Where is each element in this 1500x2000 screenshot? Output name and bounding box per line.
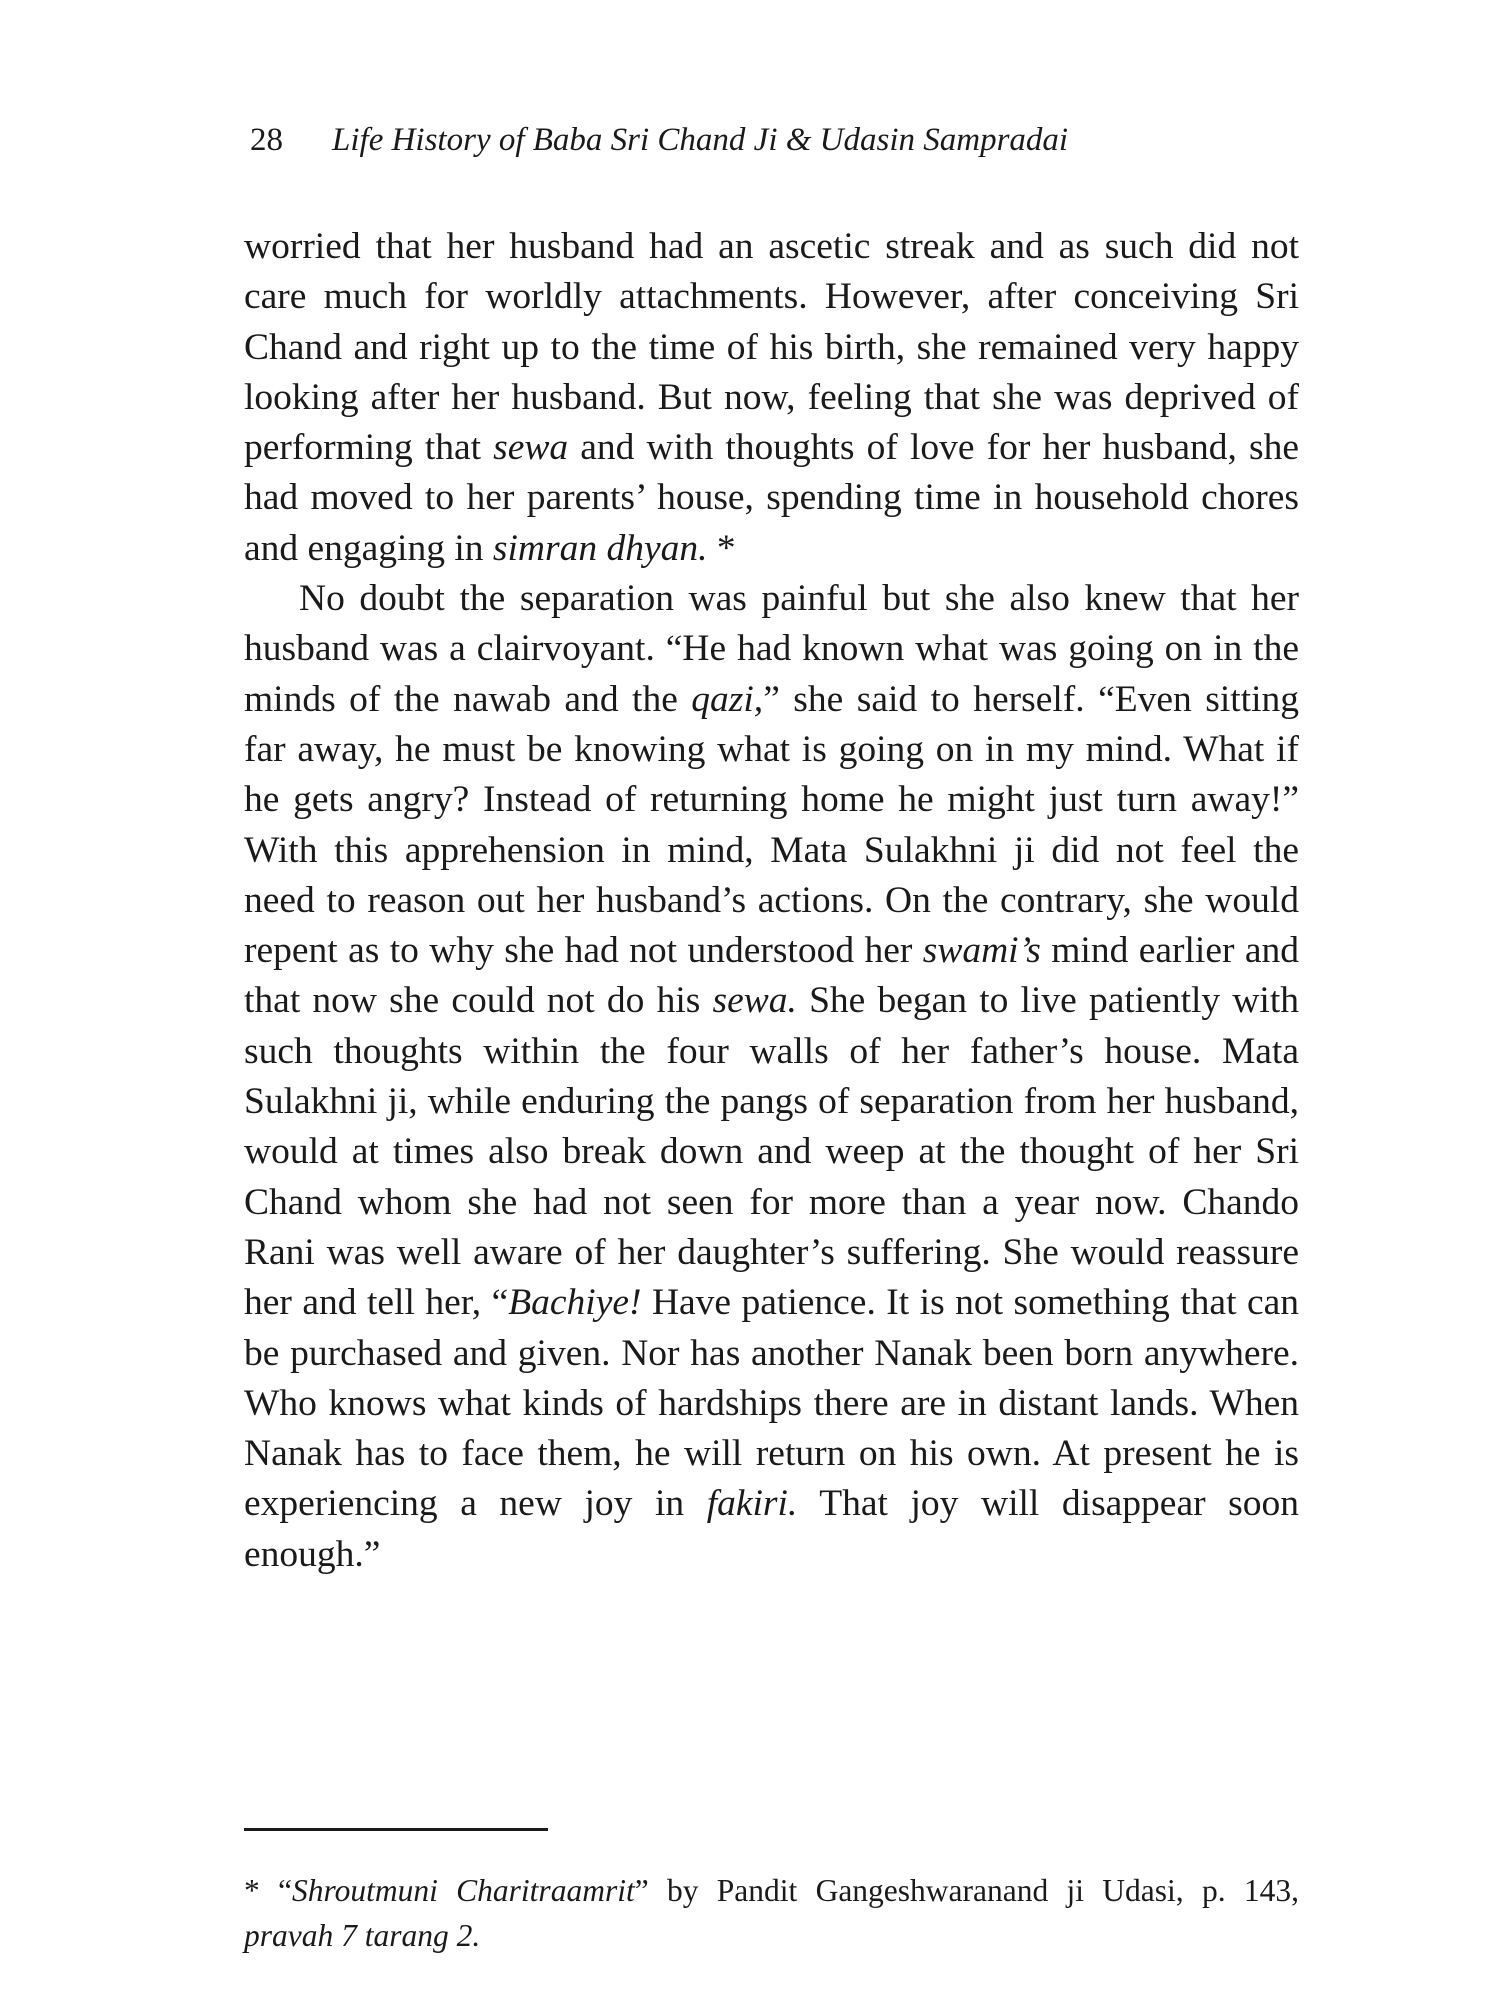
footnote-italic-2: pravah 7 tarang 2. — [244, 1918, 481, 1953]
footnote-marker: * — [707, 527, 736, 569]
paragraph-2-text-2: ” she said to herself. “Even sitting far away, he must be knowing what is going on in my mind. What if he gets angry? Instead of returning home he might just turn away!” With this apprehension in mind, Mata Sulakhni ji did not feel the need to reason out her husband’s actions. On the contrary, she would repent as to why she had not understood her — [244, 678, 1299, 972]
paragraph-2-text-4: She began to live patiently with such thoughts within the four walls of her father’s house. Mata Sulakhni ji, while enduring the pangs of separation from her husband, would at times also break down and weep at the thought of her Sri Chand whom she had not seen for more than a year now. Chando Rani was well aware of her daughter’s suffering. She would reassure her and tell her, “ — [244, 980, 1300, 1324]
paragraph-2-text-1: No doubt the separation was painful but she also knew that her husband was a clairvoyant. “He had known what was going on in the minds of the nawab and the — [244, 578, 1299, 720]
paragraph-2-italic-5: fakiri. — [706, 1483, 798, 1525]
paragraph-1-italic-1: sewa — [493, 427, 569, 469]
paragraph-2-italic-2: swami’s — [922, 930, 1041, 972]
paragraph-2 — [244, 574, 1299, 1580]
footnote-divider — [244, 1828, 548, 1831]
paragraph-2-text-3: mind earlier and that now she could not do his — [244, 930, 1299, 1022]
paragraph-1-italic-2: simran dhyan. — [492, 527, 708, 569]
paragraph-1-text-2: and with thoughts of love for her husband, she had moved to her parents’ house, spending time in household chores and engaging in — [244, 427, 1299, 569]
paragraph-2-text-6: That joy will disappear soon enough.” — [244, 1483, 1299, 1575]
footnote-text-2: ” by Pandit Gangeshwaranand ji Udasi, p. 143, — [634, 1873, 1300, 1908]
paragraph-2-text-5: Have patience. It is not something that can be purchased and given. Nor has another Nanak been born anywhere. Who knows what kinds of hardships there are in distant lands. When Nanak has to face them, he will return on his own. At present he is experiencing a new joy in — [244, 1282, 1300, 1525]
paragraph-2-italic-4: Bachiye! — [508, 1282, 642, 1324]
book-title: Life History of Baba Sri Chand Ji & Udasin Sampradai — [332, 122, 1069, 158]
page-number: 28 — [250, 122, 283, 158]
running-head — [250, 118, 1300, 162]
footnote-text-1: * “ — [244, 1873, 293, 1908]
footnote-italic-1: Shroutmuni Charitraamrit — [292, 1873, 635, 1908]
body-text — [244, 222, 1299, 1580]
paragraph-2-italic-3: sewa. — [712, 980, 797, 1022]
paragraph-1-text-1: worried that her husband had an ascetic streak and as such did not care much for worldly attachments. However, after conceiving Sri Chand and right up to the time of his birth, she remained very happy looking after her husband. But now, feeling that she was deprived of performing that — [244, 226, 1299, 469]
paragraph-1 — [244, 222, 1299, 574]
footnote — [244, 1868, 1299, 1958]
paragraph-2-italic-1: qazi, — [691, 678, 764, 720]
